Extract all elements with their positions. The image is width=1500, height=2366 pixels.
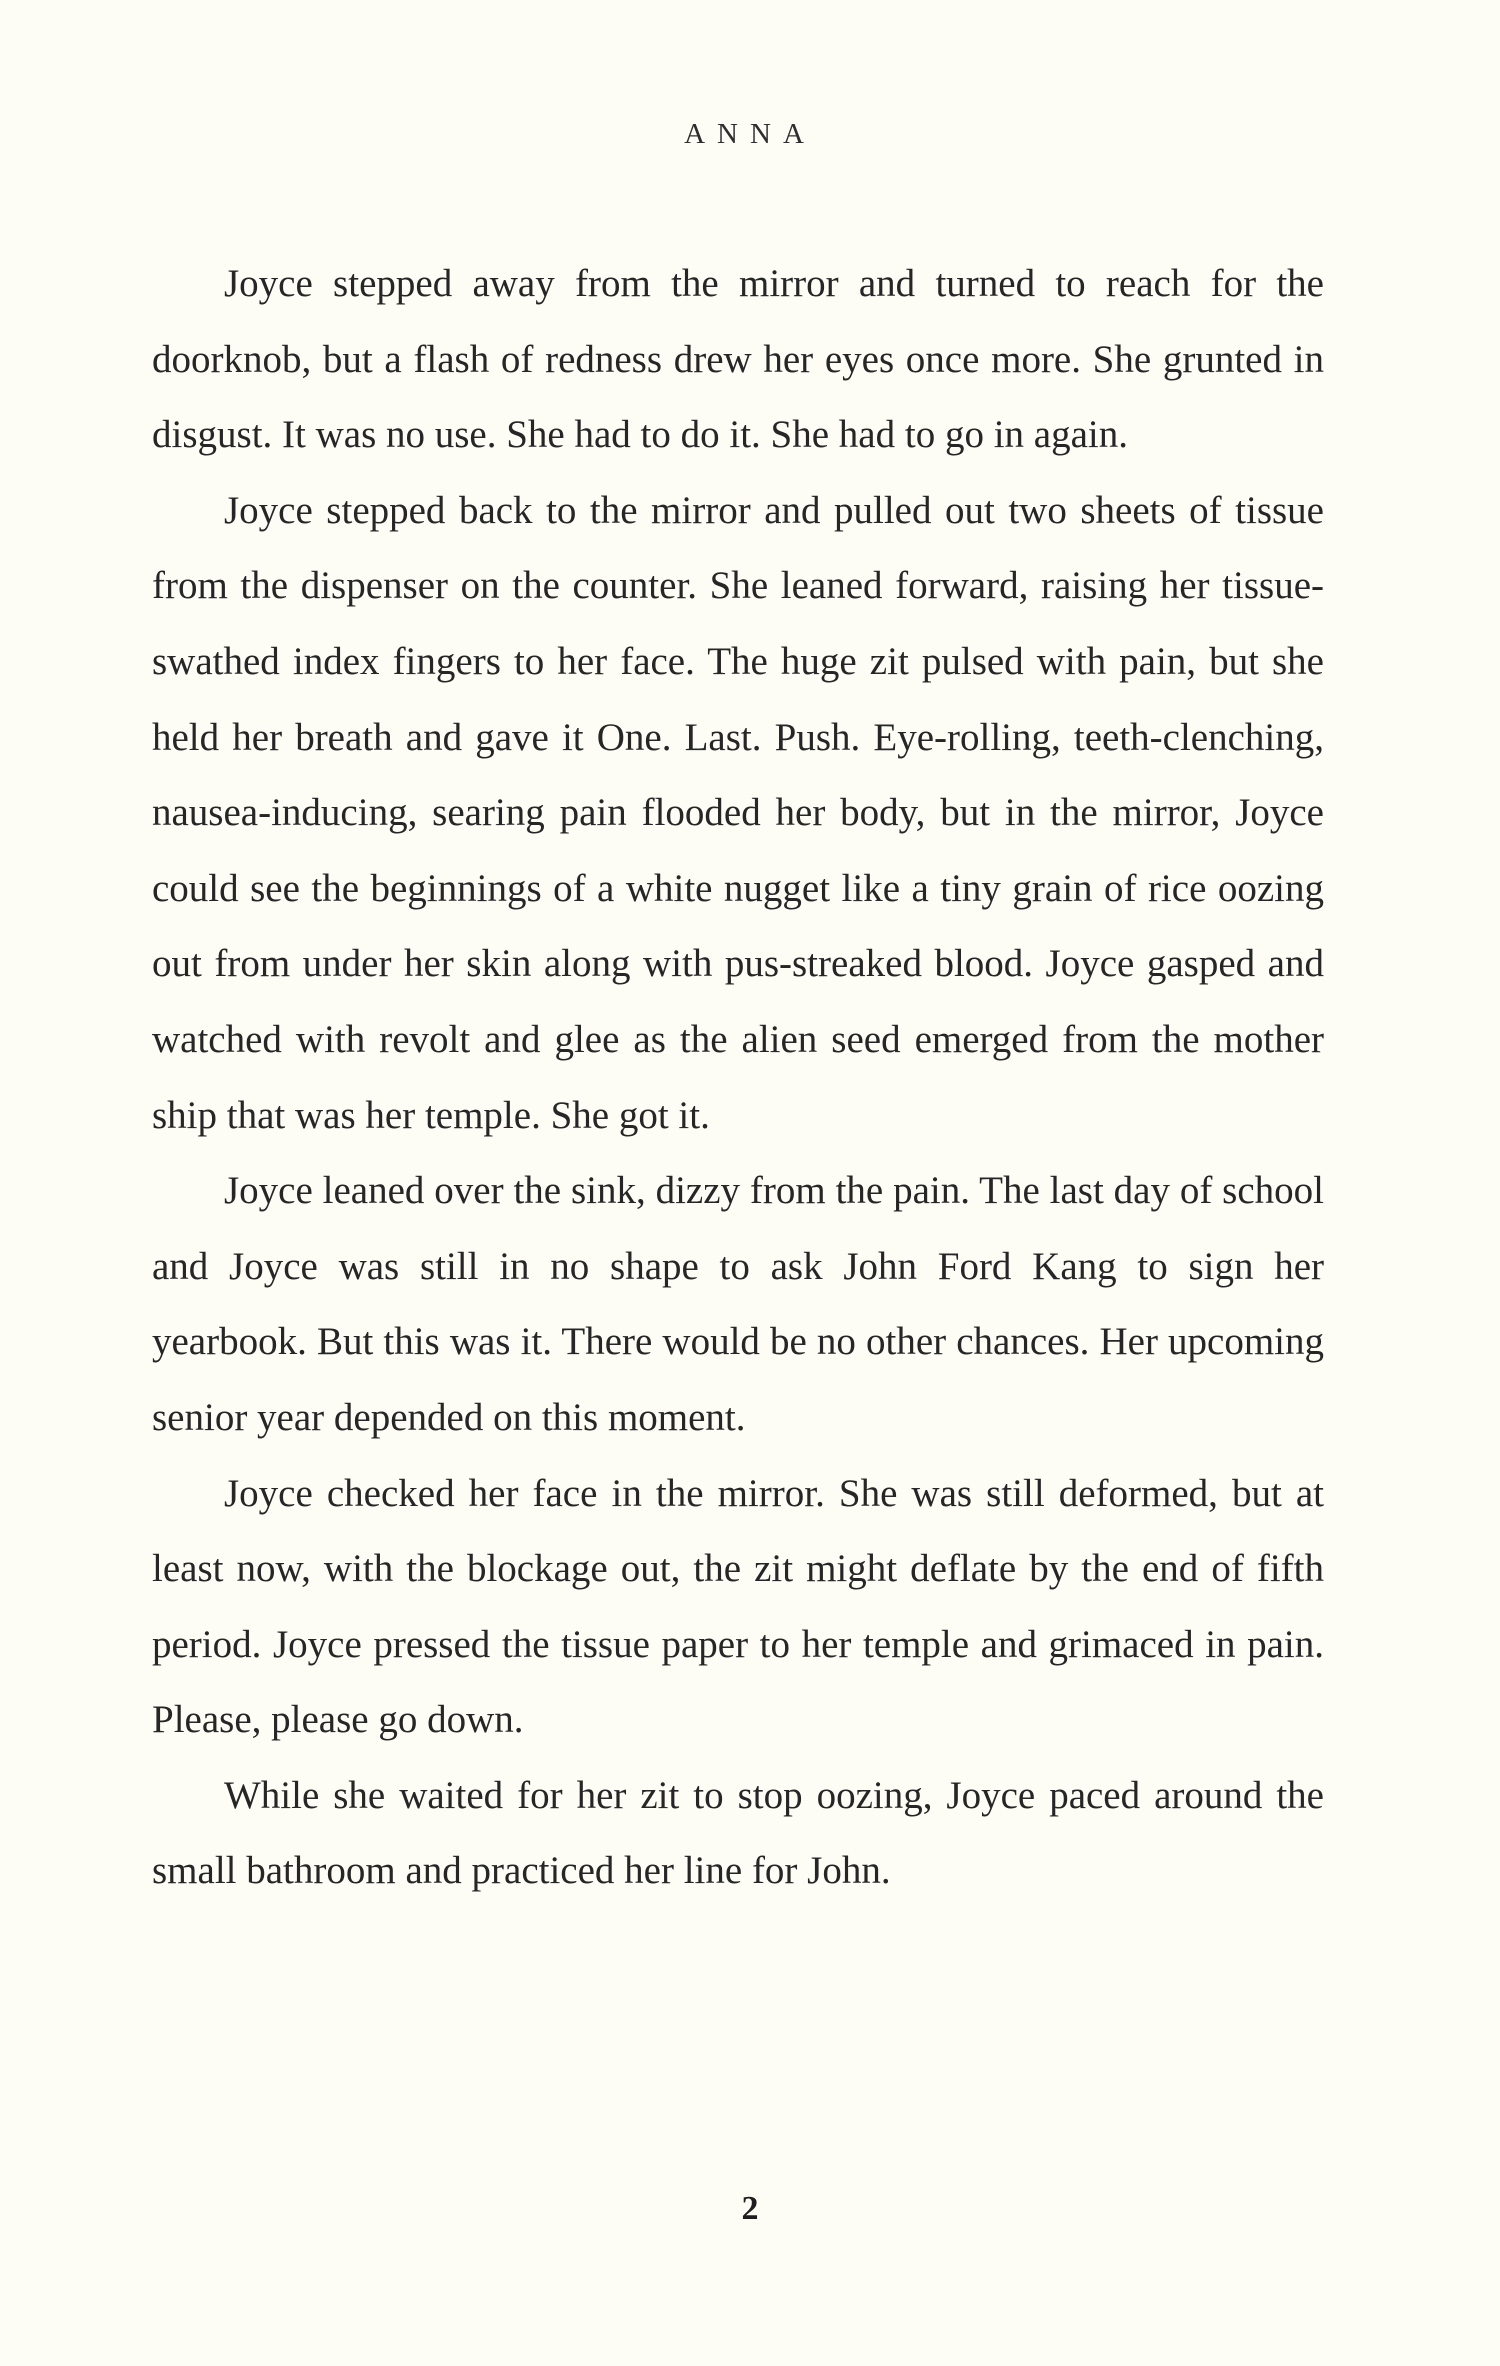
running-head: ANNA: [684, 118, 816, 150]
paragraph: Joyce checked her face in the mirror. She was still deformed, but at least now, with the blockage out, the zit might deflate by the end of fifth period. Joyce pressed the tissue paper to her temple and grimaced in pain. Please, please go down.: [152, 1471, 1324, 1742]
paragraph: Joyce leaned over the sink, dizzy from the pain. The last day of school and Joyce was still in no shape to ask John Ford Kang to sign her yearbook. But this was it. There would be no other chances. Her upcoming senior year depended on this moment.: [152, 1169, 1324, 1439]
body-text: [152, 246, 1324, 1909]
paragraph: Joyce stepped away from the mirror and turned to reach for the doorknob, but a flash of redness drew her eyes once more. She grunted in disgust. It was no use. She had to do it. She had to go in again.: [152, 262, 1324, 457]
page-number: 2: [741, 2190, 759, 2227]
paragraph: While she waited for her zit to stop oozing, Joyce paced around the small bathroom and practiced her line for John.: [152, 1773, 1324, 1893]
paragraph: Joyce stepped back to the mirror and pulled out two sheets of tissue from the dispenser on the counter. She leaned forward, raising her tissue-swathed index fingers to her face. The huge zit pulsed with pain, but she held her breath and gave it One. Last. Push. Eye-rolling, teeth-clenching, nausea-inducing, searing pain flooded her body, but in the mirror, Joyce could see the beginnings of a white nugget like a tiny grain of rice oozing out from under her skin along with pus-streaked blood. Joyce gasped and watched with revolt and glee as the alien seed emerged from the mother ship that was her temple. She got it.: [152, 488, 1324, 1137]
